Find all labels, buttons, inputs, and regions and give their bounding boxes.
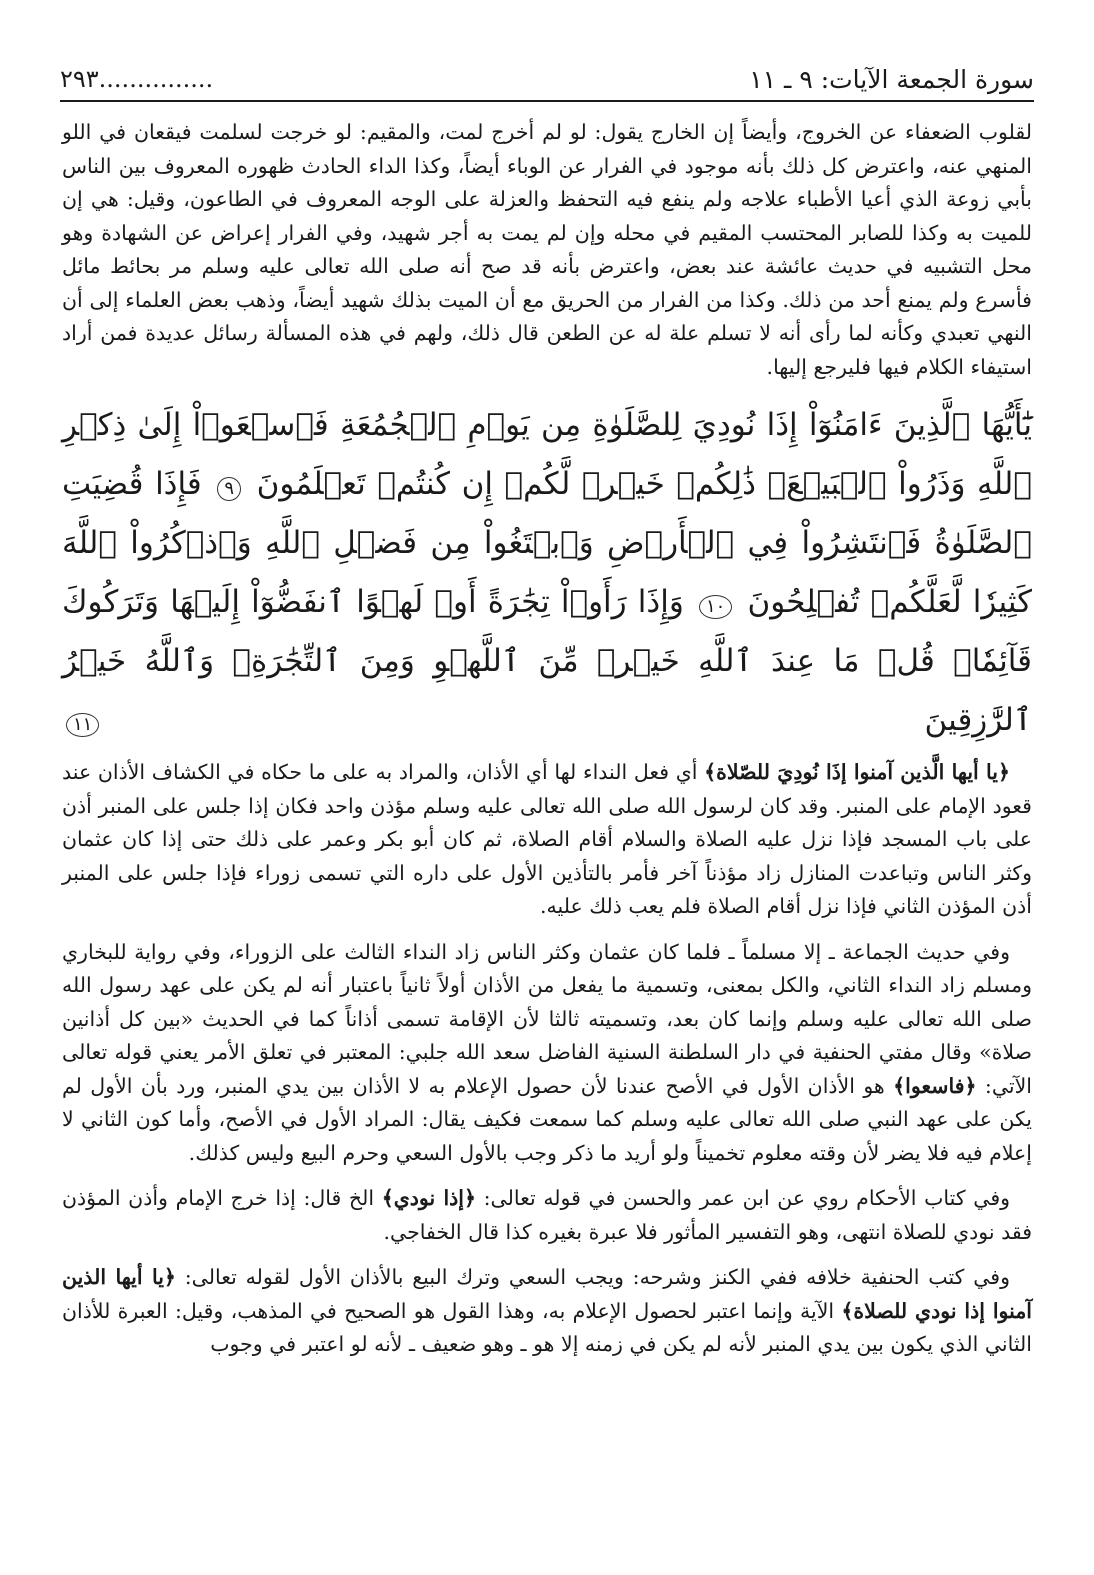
- paragraph-5: [62, 1261, 1032, 1362]
- paragraph-3-text-b: هو الأذان الأول في الأصح عندنا لأن حصول الإعلام به لا الأذان بين يدي المنبر، ورد بأن الأول لم يكن على عهد النبي صلى الله تعالى عليه وسلم كما سمعت فكيف يقال: المراد الأول في الأصح، وأما كون الثاني لا إعلام فيه فلا يضر لأن وقته معلوم تخميناً ولو أريد ما ذكر وجب بالأول السعي وحرم البيع وليس كذلك.: [62, 1073, 1032, 1165]
- verse-number-10: ١٠: [699, 595, 732, 619]
- verse-10-text: فَإِذَا قُضِيَتِ ٱلصَّلَوٰةُ فَٱنتَشِرُواْ فِي ٱلۡأَرۡضِ وَٱبۡتَغُواْ مِن فَضۡلِ ٱللَّهِ وَٱذۡكُرُواْ ٱللَّهَ كَثِيرٗا لَّعَلَّكُمۡ تُفۡلِحُونَ: [62, 466, 1032, 620]
- paragraph-1: لقلوب الضعفاء عن الخروج، وأيضاً إن الخارج يقول: لو لم أخرج لمت، والمقيم: لو خرجت لسلمت فيقعان في اللو المنهي عنه، واعترض كل ذلك بأنه موجود في الفرار عن الوباء أيضاً، وكذا الداء الحادث ظهوره المعروف بين الناس بأبي زوعة الذي أعيا الأطباء علاجه ولم ينفع فيه التحفظ والعزلة على الوجه المعروف في الطاعون، وقيل: هي إن للميت به وكذا للصابر المحتسب المقيم في محله وإن لم يمت به أجر شهيد، وفي الفرار إعراض عن الشهادة وهو محل التشبيه في حديث عائشة عند بعض، واعترض بأنه قد صح أنه صلى الله تعالى عليه وسلم مر بحائط مائل فأسرع ولم يمنع أحد من ذلك. وكذا من الفرار من الحريق مع أن الميت بذلك شهيد أيضاً، وذهب بعض العلماء إلى أن النهي تعبدي وكأنه لما رأى أنه لا تسلم علة له عن الطعن قال ذلك، ولهم في هذه المسألة رسائل عديدة فمن أراد استيفاء الكلام فيها فليرجع إليها.: [62, 120, 1032, 379]
- paragraph-2-text: أي فعل النداء لها أي الأذان، والمراد به على ما حكاه في الكشاف الأذان عند قعود الإمام على المنبر. وقد كان لرسول الله صلى الله تعالى عليه وسلم مؤذن واحد فكان إذا جلس على المنبر أذن على باب المسجد فإذا نزل عليه الصلاة والسلام أقام الصلاة، ثم كان أبو بكر وعمر على ذلك حتى إذا كان عثمان وكثر الناس وتباعدت المنازل زاد مؤذناً آخر فأمر بالتأذين الأول على داره التي تسمى زوراء فإذا جلس على المنبر أذن المؤذن الثاني فإذا نزل أقام الصلاة فلم يعب ذلك عليه.: [62, 760, 1032, 918]
- paragraph-4-text-a: وفي كتاب الأحكام روي عن ابن عمر والحسن في قوله تعالى:: [476, 1186, 1011, 1210]
- verse-number-11: ١١: [66, 713, 99, 737]
- paragraph-3: [62, 936, 1032, 1171]
- paragraph-4-text-b: الخ قال: إذا خرج الإمام وأذن المؤذن فقد نودي للصلاة انتهى، وهو التفسير المأثور فلا عبرة بغيره كذا قال الخفاجي.: [62, 1186, 1032, 1244]
- page-body: [62, 116, 1032, 1374]
- page-number: [60, 65, 213, 93]
- verse-number-9: ٩: [217, 477, 241, 501]
- quoted-verse: ﴿يا أيها الذين آمنوا إذا نودي للصلاة﴾: [62, 1265, 1032, 1323]
- paragraph-5-text-a: وفي كتب الحنفية خلافه ففي الكنز وشرحه: ويجب السعي وترك البيع بالأذان الأول لقوله تعالى:: [175, 1265, 1010, 1289]
- paragraph-4: [62, 1182, 1032, 1249]
- header-title: سورة الجمعة الآيات: ٩ ـ ١١: [749, 64, 1034, 94]
- verse-11-text: وَإِذَا رَأَوۡاْ تِجَٰرَةً أَوۡ لَهۡوًا ٱنفَضُّوٓاْ إِلَيۡهَا وَتَرَكُوكَ قَآئِمٗاۚ قُلۡ مَا عِندَ ٱللَّهِ خَيۡرٞ مِّنَ ٱللَّهۡوِ وَمِنَ ٱلتِّجَٰرَةِۚ وَٱللَّهُ خَيۡرُ ٱلرَّٰزِقِينَ: [62, 584, 1032, 738]
- running-header: [60, 58, 1034, 100]
- quoted-verse: ﴿إذا نودي﴾: [381, 1186, 476, 1210]
- paragraph-2: [62, 756, 1032, 924]
- quoted-verse: ﴿فاسعوا﴾: [893, 1073, 977, 1098]
- paragraph-5-text-b: الآية وإنما اعتبر لحصول الإعلام به، وهذا القول هو الصحيح في المذهب، وقيل: العبرة للأذان الثاني الذي يكون بين يدي المنبر لأنه لم يكن في زمنه إلا هو ـ وهو ضعيف ـ لأنه لو اعتبر في وجوب: [62, 1298, 1032, 1356]
- quoted-verse: ﴿يا أيها الَّذين آمنوا إذَا نُودِيَ للصّلاة﴾: [704, 760, 1010, 784]
- header-leader-dots: ...............: [98, 65, 214, 93]
- verse-9-text: يَٰٓأَيُّهَا ٱلَّذِينَ ءَامَنُوٓاْ إِذَا نُودِيَ لِلصَّلَوٰةِ مِن يَوۡمِ ٱلۡجُمُعَةِ فَٱسۡعَوۡاْ إِلَىٰ ذِكۡرِ ٱللَّهِ وَذَرُواْ ٱلۡبَيۡعَۚ ذَٰلِكُمۡ خَيۡرٞ لَّكُمۡ إِن كُنتُمۡ تَعۡلَمُونَ: [62, 407, 1032, 502]
- quran-verse-block: [62, 396, 1032, 750]
- page-number-value: ٢٩٣: [60, 65, 99, 93]
- header-rule: [60, 100, 1034, 102]
- paragraph-3-text-a: وفي حديث الجماعة ـ إلا مسلماً ـ فلما كان عثمان وكثر الناس زاد النداء الثالث على الزوراء، وفي رواية للبخاري ومسلم زاد النداء الثاني، والكل بمعنى، وتسمية ما يفعل من الأذان أولاً ثانياً باعتبار أنه لم يكن على عهد رسول الله صلى الله تعالى عليه وسلم وإنما كان بعد، وتسميته ثالثا لأن الإقامة تسمى أذاناً كما في الحديث «بين كل أذانين صلاة» وقال مفتي الحنفية في دار السلطنة السنية الفاضل سعد الله جلبي: المعتبر في تعلق الأمر يعني قوله تعالى الآتي:: [62, 939, 1032, 1098]
